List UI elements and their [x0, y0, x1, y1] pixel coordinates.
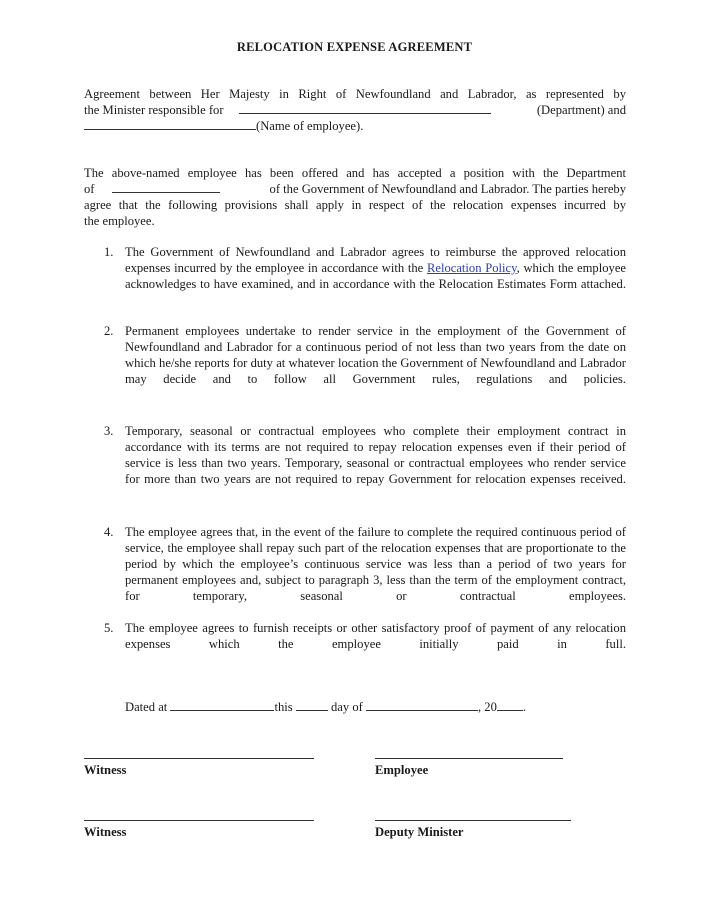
- dated-month-blank[interactable]: [366, 699, 478, 711]
- witness-2-label: Witness: [84, 825, 127, 839]
- intro-line-1: Agreement between Her Majesty in Right of Newfoundland and Labrador, as represented by: [84, 87, 626, 101]
- intro-minister-text: the Minister responsible for: [84, 103, 224, 117]
- witness-1-label: Witness: [84, 763, 127, 777]
- list-item-text: The employee agrees to furnish receipts or other satisfactory proof of payment of any relocation expenses which the employee initially paid in full.: [125, 621, 626, 651]
- provisions-paragraph: [84, 165, 626, 229]
- employee-name-blank[interactable]: [84, 118, 256, 130]
- para-line-2: [84, 181, 626, 197]
- item-1-text-a: The Government of Newfoundland and Labrador agrees to reimburse the approved relocation expenses incurred by the employee in accordance with the: [125, 245, 626, 275]
- department-blank[interactable]: [239, 102, 491, 114]
- dated-place-blank[interactable]: [170, 699, 274, 711]
- list-item-number: 4.: [104, 525, 114, 539]
- para-line-4: the employee.: [84, 214, 155, 228]
- intro-line-2: [84, 102, 626, 118]
- para-of-text: of: [84, 182, 95, 196]
- deputy-minister-signature-line[interactable]: [375, 820, 571, 821]
- dated-day-blank[interactable]: [296, 699, 328, 711]
- list-item-number: 1.: [104, 245, 114, 259]
- department-name-blank[interactable]: [112, 181, 220, 193]
- employee-signature-line[interactable]: [375, 758, 563, 759]
- dated-day-of-label: day of: [330, 700, 363, 714]
- list-item-text: Permanent employees undertake to render service in the employment of the Government of Newfoundland and Labrador for a continuous period of not less than two years from the date on which he/she reports for duty at whatever location the Government of Newfoundland and Labrador may decide and to follow all Government rules, regulations and policies.: [125, 324, 626, 386]
- intro-line-3: [84, 118, 626, 134]
- list-item-text: Temporary, seasonal or contractual employees who complete their employment contract in accordance with its terms are not required to repay relocation expenses even if their period of service is less than two years. Temporary, seasonal or contractual employees who render service for more than two years are not required to repay Government for relocation expenses received.: [125, 424, 626, 486]
- para-line-3: agree that the following provisions shall apply in respect of the relocation expenses incurred by: [84, 198, 626, 212]
- intro-department-text: (Department) and: [536, 103, 626, 117]
- document-title: RELOCATION EXPENSE AGREEMENT: [236, 40, 473, 54]
- para-line-2-text: of the Government of Newfoundland and Labrador. The parties hereby: [269, 182, 626, 196]
- dated-year-blank[interactable]: [497, 699, 523, 711]
- dated-line: [125, 699, 526, 715]
- dated-year-prefix: , 20: [477, 700, 497, 714]
- witness-1-signature-line[interactable]: [84, 758, 314, 759]
- list-item-number: 5.: [104, 621, 114, 635]
- witness-2-signature-line[interactable]: [84, 820, 314, 821]
- intro-paragraph: [84, 86, 626, 134]
- dated-this-label: this: [274, 700, 293, 714]
- dated-end: .: [522, 700, 527, 714]
- dated-at-label: Dated at: [125, 700, 168, 714]
- list-item-number: 2.: [104, 324, 114, 338]
- intro-employee-text: (Name of employee).: [256, 119, 364, 133]
- deputy-minister-label: Deputy Minister: [375, 825, 464, 839]
- para-line-1: The above-named employee has been offered and has accepted a position with the Department: [84, 166, 626, 180]
- employee-label: Employee: [375, 763, 429, 777]
- list-item-number: 3.: [104, 424, 114, 438]
- relocation-policy-link[interactable]: Relocation Policy: [426, 261, 517, 275]
- list-item-text: The employee agrees that, in the event of the failure to complete the required continuous period of service, the employee shall repay such part of the relocation expenses that are proportionate to the period by which the employee’s continuous service was less than a period of two years for permanent employees and, subject to paragraph 3, less than the term of the employment contract, for temporary, seasonal or contractual employees.: [125, 525, 626, 603]
- list-item-text: [125, 244, 626, 292]
- item-1-text-b: , which the employee acknowledges to have examined, and in accordance with the Relocation Estimates Form attached.: [125, 261, 626, 291]
